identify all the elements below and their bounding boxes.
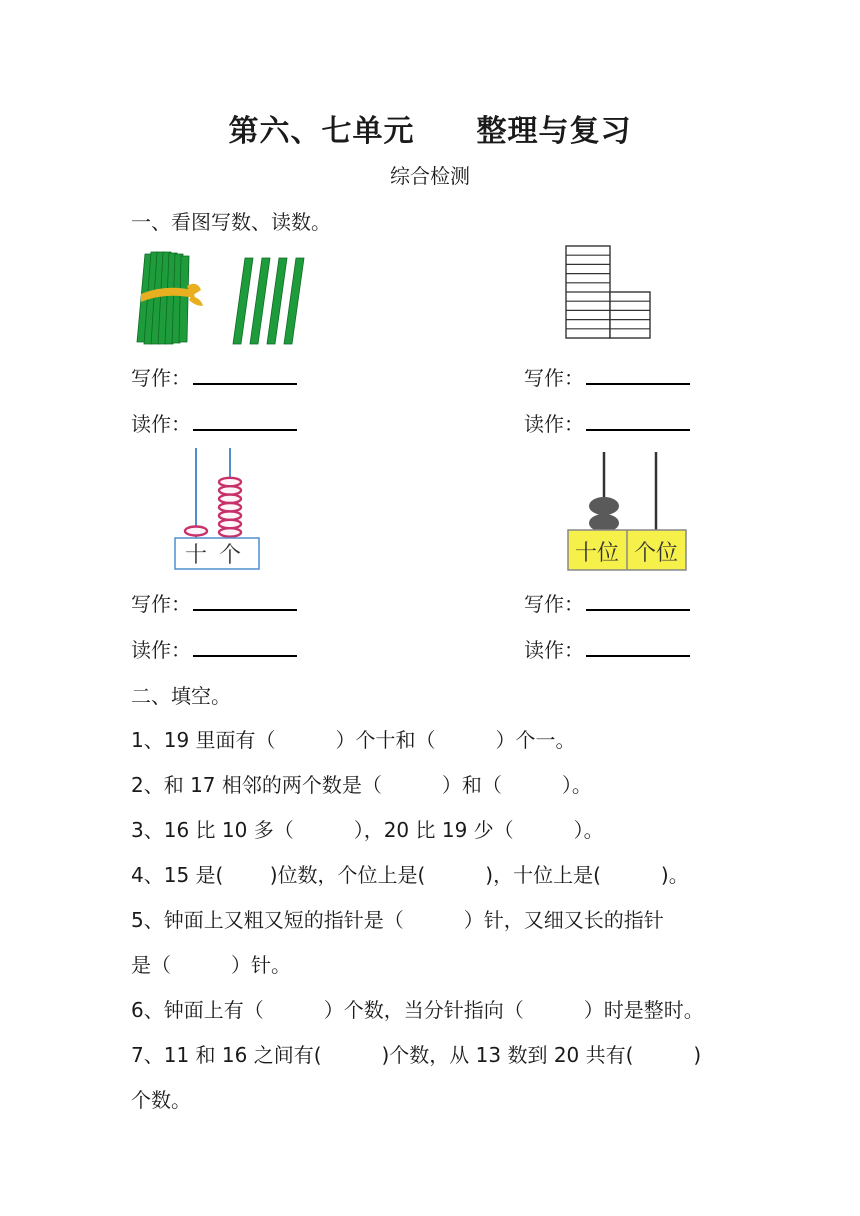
page-subtitle: 综合检测 (390, 164, 470, 188)
question-2: 2、和 17 相邻的两个数是（ ）和（ ）。 (131, 773, 592, 797)
question-6: 6、钟面上有（ ）个数，当分针指向（ ）时是整时。 (131, 998, 704, 1022)
answer-blank[interactable] (586, 589, 690, 611)
bead (219, 486, 241, 494)
single-sticks (233, 258, 304, 344)
bead (219, 511, 241, 519)
abacus-1-ones-label: 个 (218, 543, 242, 568)
bead (219, 520, 241, 528)
answer-blank[interactable] (193, 589, 297, 611)
write-label: 写作： (524, 362, 690, 391)
stick-bundle-picture (135, 246, 310, 350)
question-7: 7、11 和 16 之间有( )个数，从 13 数到 20 共有( ) (131, 1043, 702, 1067)
read-label: 读作： (131, 408, 297, 437)
bead (219, 495, 241, 503)
abacus-2-ones-label: 个位 (633, 541, 679, 566)
bead (219, 528, 241, 536)
write-label: 写作： (131, 588, 297, 617)
section-2-heading: 二、填空。 (131, 684, 231, 708)
abacus-2-picture (564, 450, 688, 574)
question-4: 4、15 是( )位数，个位上是( )，十位上是( )。 (131, 863, 689, 887)
read-label: 读作： (524, 634, 690, 663)
block-stack-picture (564, 244, 654, 340)
read-label: 读作： (524, 408, 690, 437)
bead (219, 478, 241, 486)
bead (589, 497, 619, 515)
page-title: 第六、七单元 整理与复习 (228, 114, 632, 149)
abacus-2-tens-label: 十位 (574, 541, 620, 566)
section-1-heading: 一、看图写数、读数。 (131, 210, 331, 234)
answer-blank[interactable] (586, 635, 690, 657)
answer-blank[interactable] (193, 363, 297, 385)
answer-blank[interactable] (586, 363, 690, 385)
read-label: 读作： (131, 634, 297, 663)
question-1: 1、19 里面有（ ）个十和（ ）个一。 (131, 728, 576, 752)
answer-blank[interactable] (193, 635, 297, 657)
write-label: 写作： (131, 362, 297, 391)
write-label: 写作： (524, 588, 690, 617)
abacus-1-tens-label: 十 (184, 543, 208, 568)
answer-blank[interactable] (193, 409, 297, 431)
unit-block-column (610, 292, 650, 338)
question-7-continued: 个数。 (131, 1088, 191, 1112)
question-5-continued: 是（ ）针。 (131, 953, 291, 977)
answer-blank[interactable] (586, 409, 690, 431)
question-3: 3、16 比 10 多（ ），20 比 19 少（ ）。 (131, 818, 604, 842)
stick-bundle (137, 252, 203, 344)
abacus-1-picture (172, 446, 264, 572)
bead (219, 503, 241, 511)
bead (185, 527, 207, 536)
question-5: 5、钟面上又粗又短的指针是（ ）针，又细又长的指针 (131, 908, 664, 932)
